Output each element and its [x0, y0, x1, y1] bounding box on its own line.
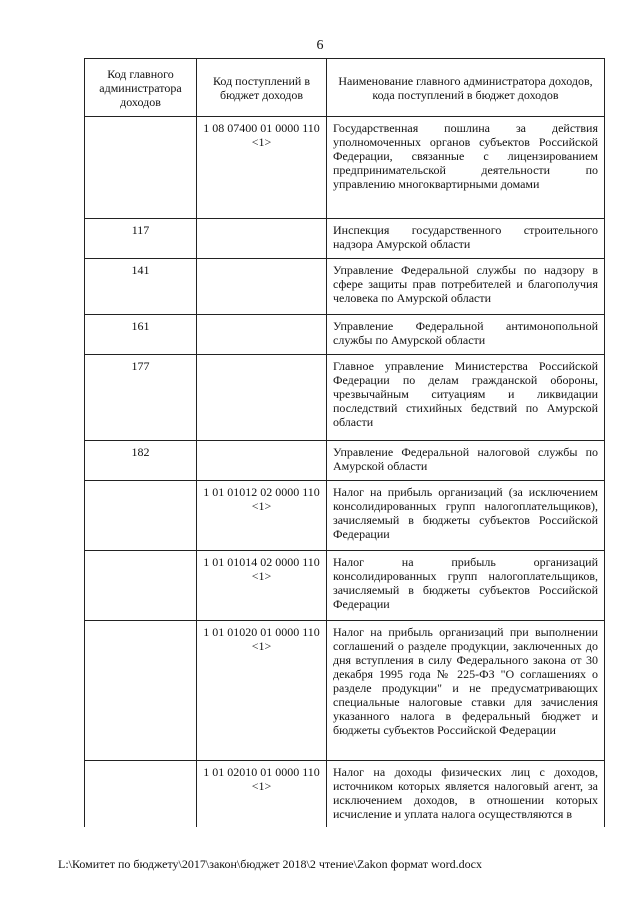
income-code-cell: 1 01 01012 02 0000 110 <1> — [197, 481, 327, 551]
header-name: Наименование главного администратора доходов, кода поступлений в бюджет доходов — [327, 59, 605, 117]
name-cell: Инспекция государственного строительного надзора Амурской области — [327, 219, 605, 259]
name-cell: Главное управление Министерства Российской Федерации по делам гражданской обороны, чрезвычайным ситуациям и ликвидации последствий стихийных бедствий по Амурской области — [327, 355, 605, 441]
header-income-code: Код поступлений в бюджет доходов — [197, 59, 327, 117]
admin-code-cell: 177 — [85, 355, 197, 441]
admin-code-cell — [85, 481, 197, 551]
footer-file-path: L:\Комитет по бюджету\2017\закон\бюджет 2018\2 чтение\Zakon формат word.docx — [58, 857, 482, 871]
header-admin-code: Код главного администратора доходов — [85, 59, 197, 117]
name-cell: Налог на прибыль организаций (за исключением консолидированных групп налогоплательщиков), зачисляемый в бюджеты субъектов Российской Федерации — [327, 481, 605, 551]
name-cell: Управление Федеральной налоговой службы по Амурской области — [327, 441, 605, 481]
income-code-cell — [197, 441, 327, 481]
page-number: 6 — [316, 38, 324, 53]
admin-code-cell: 161 — [85, 315, 197, 355]
table-row — [85, 219, 605, 259]
income-code-cell — [197, 315, 327, 355]
name-cell: Налог на прибыль организаций консолидированных групп налогоплательщиков, зачисляемый в бюджеты субъектов Российской Федерации — [327, 551, 605, 621]
name-cell: Управление Федеральной службы по надзору в сфере защиты прав потребителей и благополучия человека по Амурской области — [327, 259, 605, 315]
table-row — [85, 315, 605, 355]
admin-code-cell — [85, 761, 197, 827]
budget-table — [84, 58, 605, 827]
income-code-cell: 1 01 01020 01 0000 110 <1> — [197, 621, 327, 761]
table-row — [85, 355, 605, 441]
admin-code-cell: 141 — [85, 259, 197, 315]
income-code-cell — [197, 259, 327, 315]
table-row — [85, 117, 605, 219]
table-row — [85, 551, 605, 621]
name-cell: Управление Федеральной антимонопольной службы по Амурской области — [327, 315, 605, 355]
table-row — [85, 621, 605, 761]
table-row — [85, 481, 605, 551]
name-cell: Государственная пошлина за действия уполномоченных органов субъектов Российской Федерации, связанные с лицензированием предпринимательской деятельности по управлению многоквартирными домами — [327, 117, 605, 219]
admin-code-cell: 182 — [85, 441, 197, 481]
table-header-row — [85, 59, 605, 117]
table-row — [85, 259, 605, 315]
admin-code-cell — [85, 117, 197, 219]
table-row — [85, 761, 605, 827]
income-code-cell: 1 01 01014 02 0000 110 <1> — [197, 551, 327, 621]
admin-code-cell — [85, 551, 197, 621]
income-code-cell — [197, 219, 327, 259]
income-code-cell: 1 01 02010 01 0000 110 <1> — [197, 761, 327, 827]
income-code-cell — [197, 355, 327, 441]
admin-code-cell: 117 — [85, 219, 197, 259]
admin-code-cell — [85, 621, 197, 761]
name-cell: Налог на доходы физических лиц с доходов, источником которых является налоговый агент, за исключением доходов, в отношении которых исчисление и уплата налога осуществляются в — [327, 761, 605, 827]
income-code-cell: 1 08 07400 01 0000 110 <1> — [197, 117, 327, 219]
name-cell: Налог на прибыль организаций при выполнении соглашений о разделе продукции, заключенных до дня вступления в силу Федерального закона от 30 декабря 1995 года № 225-ФЗ "О соглашениях о разделе продукции" и не предусматривающих специальные налоговые ставки для зачисления указанного налога в федеральный бюджет и бюджеты субъектов Российской Федерации — [327, 621, 605, 761]
table-row — [85, 441, 605, 481]
